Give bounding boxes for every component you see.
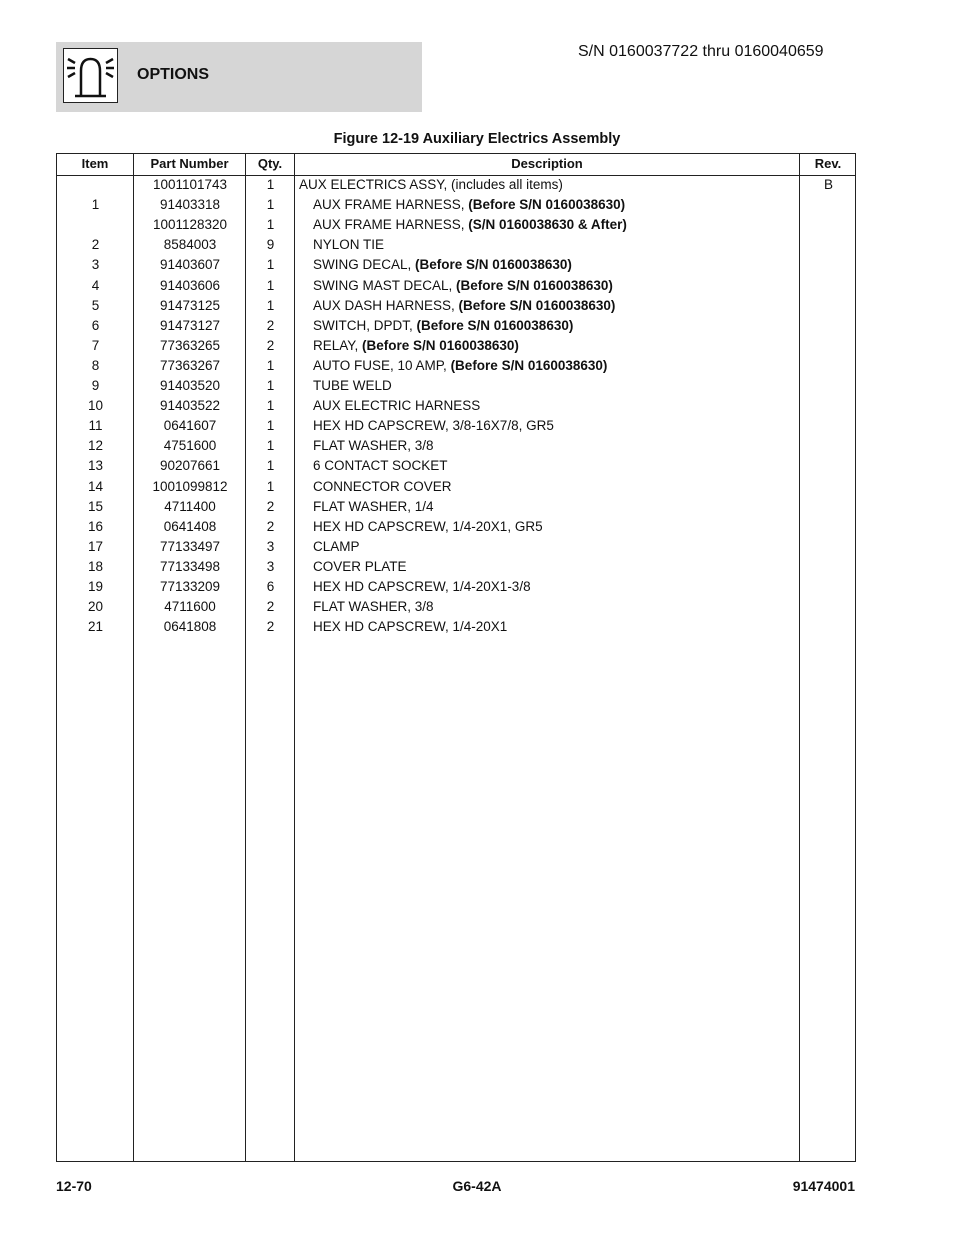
- table-row: [57, 376, 855, 396]
- table-row: [57, 416, 855, 436]
- quantity: 1: [266, 177, 275, 192]
- revision: B: [823, 177, 833, 192]
- quantity: 2: [266, 498, 275, 514]
- description-text: SWING DECAL,: [313, 257, 416, 273]
- part-number: 1001101743: [152, 177, 228, 192]
- part-number: 4751600: [163, 438, 217, 454]
- table-row: [57, 456, 855, 476]
- item-number: 12: [87, 438, 104, 454]
- description-text: SWING MAST DECAL,: [313, 277, 457, 293]
- quantity: 1: [266, 378, 275, 393]
- description-text: HEX HD CAPSCREW, 1/4-20X1, GR5: [313, 518, 543, 534]
- work-light-icon: [63, 48, 118, 103]
- model-number: G6-42A: [452, 1178, 502, 1194]
- quantity: 1: [266, 197, 275, 213]
- item-number: 15: [87, 498, 104, 514]
- description: [313, 436, 434, 456]
- item-number: 4: [91, 277, 100, 293]
- part-number: 91403318: [159, 197, 221, 213]
- part-number: 8584003: [163, 237, 217, 253]
- quantity: 3: [266, 558, 275, 574]
- serial-note: (Before S/N 0160038630): [450, 357, 608, 373]
- description: [313, 537, 360, 557]
- table-row: [57, 557, 855, 577]
- part-number: 77133209: [159, 579, 221, 594]
- description: [313, 416, 554, 436]
- table-row: [57, 296, 855, 316]
- item-number: 9: [91, 378, 100, 393]
- item-number: 1: [91, 197, 100, 213]
- description-text: SWITCH, DPDT,: [313, 317, 417, 333]
- quantity: 1: [266, 418, 275, 434]
- description: [313, 577, 531, 597]
- description-text: CONNECTOR COVER: [313, 478, 452, 494]
- part-number: 77363267: [159, 357, 221, 373]
- column-header-rev: Rev.: [814, 156, 842, 171]
- quantity: 1: [266, 217, 275, 233]
- quantity: 6: [266, 579, 275, 594]
- quantity: 2: [266, 337, 275, 353]
- quantity: 2: [266, 619, 275, 635]
- description-text: HEX HD CAPSCREW, 3/8-16X7/8, GR5: [313, 418, 554, 434]
- description: [313, 255, 572, 275]
- part-number: 90207661: [159, 458, 221, 474]
- description-text: RELAY,: [313, 337, 363, 353]
- table-row: [57, 497, 855, 517]
- serial-note: (Before S/N 0160038630): [456, 277, 613, 293]
- table-row: [57, 597, 855, 617]
- table-row: [57, 195, 855, 215]
- serial-note: (Before S/N 0160038630): [458, 297, 616, 313]
- part-number: 4711400: [164, 498, 216, 514]
- description: [313, 276, 613, 296]
- table-row: [57, 617, 855, 637]
- page-number: 12-70: [56, 1178, 92, 1194]
- description: [313, 497, 434, 517]
- serial-note: (Before S/N 0160038630): [362, 337, 519, 353]
- item-number: 5: [91, 297, 100, 313]
- table-row: [57, 276, 855, 296]
- item-number: 7: [91, 337, 100, 353]
- quantity: 1: [266, 277, 275, 293]
- table-row: [57, 356, 855, 376]
- figure-title: Figure 12-19 Auxiliary Electrics Assembly: [333, 131, 621, 147]
- description-text: AUX ELECTRICS ASSY, (includes all items): [299, 177, 563, 192]
- description: [313, 597, 434, 617]
- description-text: CLAMP: [313, 538, 360, 554]
- table-row: [57, 396, 855, 416]
- description: [313, 456, 448, 476]
- description-text: AUX ELECTRIC HARNESS: [313, 398, 481, 414]
- part-number: 91403520: [159, 378, 221, 393]
- serial-note: (Before S/N 0160038630): [468, 197, 626, 213]
- part-number: 1001128320: [152, 217, 228, 233]
- description: [313, 557, 407, 577]
- table-row: [57, 436, 855, 456]
- quantity: 3: [266, 538, 275, 554]
- description: [313, 356, 607, 376]
- serial-range: S/N 0160037722 thru 0160040659: [578, 43, 824, 60]
- item-number: 16: [87, 518, 104, 534]
- column-header-item: Item: [81, 156, 109, 171]
- description-text: AUX FRAME HARNESS,: [313, 197, 469, 213]
- description-text: HEX HD CAPSCREW, 1/4-20X1-3/8: [313, 579, 531, 594]
- description-text: FLAT WASHER, 1/4: [313, 498, 434, 514]
- item-number: 11: [88, 418, 103, 434]
- section-title: OPTIONS: [137, 66, 210, 83]
- document-number: 91474001: [792, 1178, 855, 1194]
- description: [313, 316, 573, 336]
- part-number: 91403607: [159, 257, 221, 273]
- description-text: AUX FRAME HARNESS,: [313, 217, 469, 233]
- item-number: 13: [87, 458, 104, 474]
- quantity: 1: [266, 257, 275, 273]
- serial-note: (Before S/N 0160038630): [416, 317, 574, 333]
- item-number: 18: [87, 558, 104, 574]
- part-number: 91473127: [159, 317, 221, 333]
- table-row: [57, 175, 855, 195]
- item-number: 21: [87, 619, 104, 635]
- description-text: COVER PLATE: [313, 558, 407, 574]
- description-text: NYLON TIE: [313, 237, 385, 253]
- part-number: 91403522: [159, 398, 221, 414]
- table-row: [57, 235, 855, 255]
- description-text: FLAT WASHER, 3/8: [313, 438, 434, 454]
- quantity: 1: [266, 357, 275, 373]
- quantity: 1: [266, 297, 275, 313]
- column-header-part-number: Part Number: [150, 156, 229, 171]
- description: [313, 396, 480, 416]
- description-text: HEX HD CAPSCREW, 1/4-20X1: [313, 619, 508, 635]
- item-number: 17: [87, 538, 104, 554]
- description-text: 6 CONTACT SOCKET: [313, 458, 448, 474]
- quantity: 2: [266, 518, 275, 534]
- description: [313, 336, 519, 356]
- quantity: 2: [266, 599, 275, 615]
- section-header: [56, 42, 422, 112]
- part-number: 91403606: [159, 277, 221, 293]
- quantity: 2: [266, 317, 275, 333]
- parts-table: [56, 153, 856, 1162]
- description: [313, 517, 543, 537]
- quantity: 9: [266, 237, 275, 253]
- table-row: [57, 215, 855, 235]
- part-number: 0641408: [163, 518, 217, 534]
- description: [313, 195, 625, 215]
- part-number: 91473125: [159, 297, 221, 313]
- item-number: 3: [91, 257, 100, 273]
- serial-note: (Before S/N 0160038630): [415, 257, 572, 273]
- serial-note: (S/N 0160038630 & After): [468, 217, 627, 233]
- description: [313, 235, 384, 255]
- item-number: 10: [87, 398, 104, 414]
- description: [313, 477, 452, 497]
- quantity: 1: [266, 398, 275, 414]
- item-number: 20: [87, 599, 104, 615]
- part-number: 4711600: [164, 599, 216, 615]
- table-row: [57, 477, 855, 497]
- part-number: 77133498: [159, 558, 221, 574]
- description-text: AUX DASH HARNESS,: [313, 297, 459, 313]
- item-number: 2: [91, 237, 100, 253]
- part-number: 0641607: [163, 418, 217, 434]
- item-number: 19: [87, 579, 104, 594]
- part-number: 77363265: [159, 337, 221, 353]
- item-number: 6: [91, 317, 100, 333]
- quantity: 1: [266, 438, 275, 454]
- quantity: 1: [266, 478, 275, 494]
- quantity: 1: [266, 458, 275, 474]
- description-text: AUTO FUSE, 10 AMP,: [313, 357, 451, 373]
- description: [299, 175, 563, 195]
- description-text: FLAT WASHER, 3/8: [313, 599, 434, 615]
- description: [313, 617, 507, 637]
- description: [313, 296, 615, 316]
- table-row: [57, 336, 855, 356]
- table-row: [57, 517, 855, 537]
- table-row: [57, 537, 855, 557]
- column-header-description: Description: [511, 156, 583, 171]
- item-number: 8: [91, 357, 100, 373]
- table-row: [57, 255, 855, 275]
- part-number: 0641808: [163, 619, 217, 635]
- description: [313, 376, 392, 396]
- description-text: TUBE WELD: [313, 378, 392, 393]
- description: [313, 215, 627, 235]
- column-header-qty: Qty.: [257, 156, 283, 171]
- item-number: 14: [87, 478, 104, 494]
- part-number: 1001099812: [152, 478, 228, 494]
- part-number: 77133497: [159, 538, 221, 554]
- table-row: [57, 577, 855, 597]
- table-row: [57, 316, 855, 336]
